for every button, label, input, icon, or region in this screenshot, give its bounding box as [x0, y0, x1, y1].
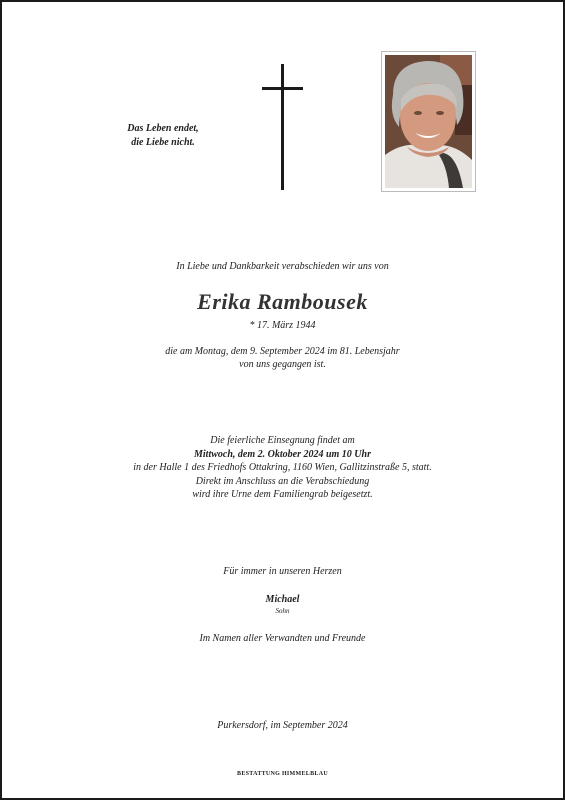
quote: [108, 122, 218, 150]
portrait-photo: [381, 51, 476, 192]
cross-icon: [281, 64, 284, 190]
funeral-home-name: BESTATTUNG HIMMELBLAU: [237, 771, 328, 777]
birth-date: * 17. März 1944: [249, 320, 316, 331]
cross-icon-bar: [262, 87, 303, 90]
intro-text: In Liebe und Dankbarkeit verabschieden wir uns von: [176, 261, 389, 272]
death-line-1: die am Montag, dem 9. September 2024 im 81. Lebensjahr: [165, 346, 400, 357]
ceremony-info: [0, 434, 565, 502]
death-line-2: von uns gegangen ist.: [239, 359, 326, 370]
ceremony-line-1: Die feierliche Einsegnung findet am: [210, 435, 355, 446]
ceremony-line-5: wird ihre Urne dem Familiengrab beigesetzt.: [192, 489, 373, 500]
death-notice: [0, 345, 565, 371]
ceremony-line-4: Direkt im Anschluss an die Verabschiedung: [195, 475, 370, 487]
ceremony-date: Mittwoch, dem 2. Oktober 2024 um 10 Uhr: [194, 448, 371, 460]
family-text: Im Namen aller Verwandten und Freunde: [199, 633, 366, 644]
mourner-name: Michael: [265, 594, 300, 605]
ceremony-location: in der Halle 1 des Friedhofs Ottakring, 1160 Wien, Gallitzinstraße 5, statt.: [133, 462, 432, 473]
deceased-name: Erika Rambousek: [197, 289, 368, 314]
mourner-relation: Sohn: [275, 607, 290, 615]
portrait-image: [385, 55, 472, 188]
place-date: Purkersdorf, im September 2024: [217, 720, 348, 731]
forever-text: Für immer in unseren Herzen: [223, 566, 342, 577]
quote-line-2: die Liebe nicht.: [131, 137, 195, 148]
quote-line-1: Das Leben endet,: [127, 123, 199, 134]
